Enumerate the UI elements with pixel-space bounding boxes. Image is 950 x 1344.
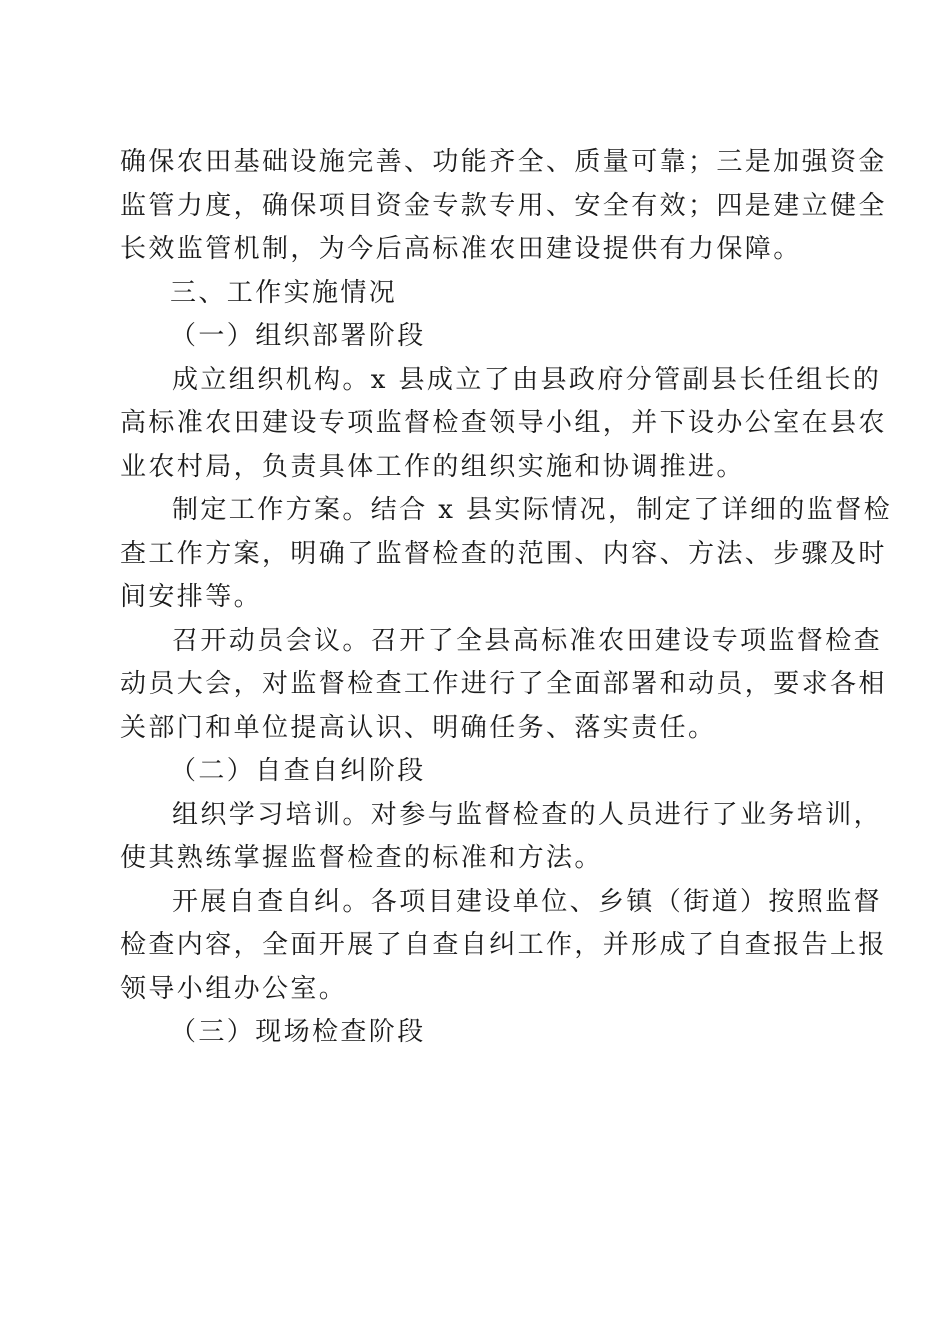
paragraph-line: 关部门和单位提高认识、明确任务、落实责任。 [120, 712, 717, 743]
paragraph-line: 检查内容，全面开展了自查自纠工作，并形成了自查报告上报 [120, 930, 887, 960]
paragraph-line: 动员大会，对监督检查工作进行了全面部署和动员，要求各相 [120, 669, 887, 699]
paragraph-line: 长效监管机制，为今后高标准农田建设提供有力保障。 [120, 234, 802, 264]
paragraph-line: 高标准农田建设专项监督检查领导小组，并下设办公室在县农 [120, 408, 887, 438]
paragraph-line: 开展自查自纠。各项目建设单位、乡镇（街道）按照监督 [172, 886, 883, 917]
section-heading: 三、工作实施情况 [170, 277, 398, 308]
paragraph-line: 业农村局，负责具体工作的组织实施和协调推进。 [120, 451, 745, 482]
paragraph-line: 查工作方案，明确了监督检查的范围、内容、方法、步骤及时 [120, 538, 887, 569]
document-body [120, 141, 892, 1055]
paragraph-line: 成立组织机构。x 县成立了由县政府分管副县长任组长的 [172, 364, 882, 395]
subsection-heading: （二）自查自纠阶段 [170, 756, 426, 786]
subsection-heading: （三）现场检查阶段 [170, 1017, 426, 1047]
paragraph-line: 领导小组办公室。 [120, 973, 348, 1004]
subsection-heading: （一）组织部署阶段 [170, 321, 426, 351]
paragraph-line: 使其熟练掌握监督检查的标准和方法。 [120, 843, 603, 873]
paragraph-line: 间安排等。 [120, 582, 263, 612]
paragraph-line: 召开动员会议。召开了全县高标准农田建设专项监督检查 [172, 625, 883, 656]
paragraph-line: 制定工作方案。结合 x 县实际情况，制定了详细的监督检 [172, 495, 892, 525]
paragraph-line: 确保农田基础设施完善、功能齐全、质量可靠；三是加强资金 [120, 147, 887, 177]
paragraph-line: 监管力度，确保项目资金专款专用、安全有效；四是建立健全 [120, 190, 887, 221]
paragraph-line: 组织学习培训。对参与监督检查的人员进行了业务培训， [172, 799, 883, 830]
